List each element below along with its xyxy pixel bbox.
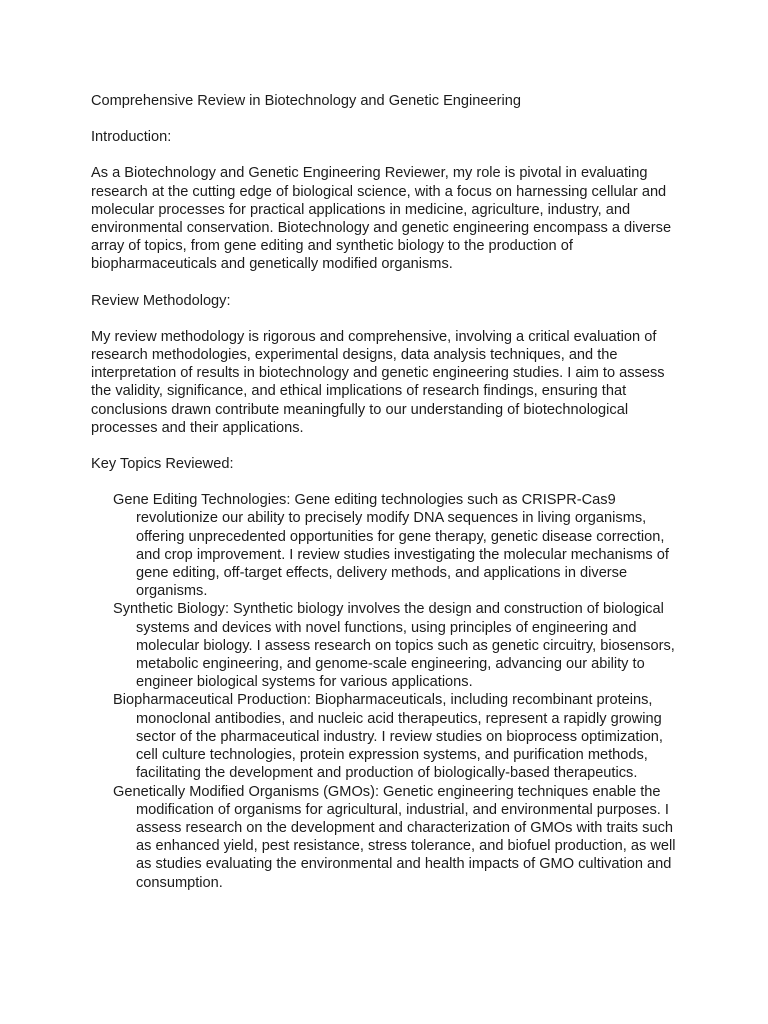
introduction-paragraph: As a Biotechnology and Genetic Engineering Reviewer, my role is pivotal in evaluating research at the cutting edge of biological science, with a focus on harnessing cellular and molecular processes for practical applications in medicine, agriculture, industry, and environmental conservation. Biotechnology and genetic engineering encompass a diverse array of topics, from gene editing and synthetic biology to the production of biopharmaceuticals and genetically modified organisms. (91, 165, 672, 273)
key-topics-heading: Key Topics Reviewed: (91, 456, 234, 473)
introduction-heading: Introduction: (91, 129, 172, 146)
topic-gene-editing: Gene Editing Technologies: Gene editing technologies such as CRISPR-Cas9 revolutionize our ability to precisely modify DNA sequences in living organisms, offering unprecedented opportunities for gene therapy, genetic disease correction, and crop improvement. I review studies investigating the molecular mechanisms of gene editing, off-target effects, delivery methods, and applications in diverse organisms. (113, 492, 669, 600)
topic-gmos: Genetically Modified Organisms (GMOs): Genetic engineering techniques enable the modification of organisms for agricultural, industrial, and environmental purposes. I assess research on the development and characterization of GMOs with traits such as enhanced yield, pest resistance, stress tolerance, and biofuel production, as well as studies evaluating the environmental and health impacts of GMO cultivation and consumption. (113, 783, 676, 891)
methodology-paragraph: My review methodology is rigorous and comprehensive, involving a critical evaluation of research methodologies, experimental designs, data analysis techniques, and the interpretation of results in biotechnology and genetic engineering studies. I aim to assess the validity, significance, and ethical implications of research findings, ensuring that conclusions drawn contribute meaningfully to our understanding of biotechnological processes and their applications. (91, 328, 665, 436)
document-title: Comprehensive Review in Biotechnology and Genetic Engineering (91, 93, 521, 109)
document-page (91, 92, 681, 892)
topic-biopharmaceutical-production: Biopharmaceutical Production: Biopharmaceuticals, including recombinant proteins, monoclonal antibodies, and nucleic acid therapeutics, represent a rapidly growing sector of the pharmaceutical industry. I review studies on bioprocess optimization, cell culture technologies, protein expression systems, and purification methods, facilitating the development and production of biologically-based therapeutics. (113, 692, 663, 782)
methodology-heading: Review Methodology: (91, 292, 231, 309)
key-topics-list (91, 491, 681, 891)
topic-synthetic-biology: Synthetic Biology: Synthetic biology involves the design and construction of biological systems and devices with novel functions, using principles of engineering and molecular biology. I assess research on topics such as genetic circuitry, biosensors, metabolic engineering, and genome-scale engineering, advancing our ability to engineer biological systems for various applications. (113, 601, 675, 691)
